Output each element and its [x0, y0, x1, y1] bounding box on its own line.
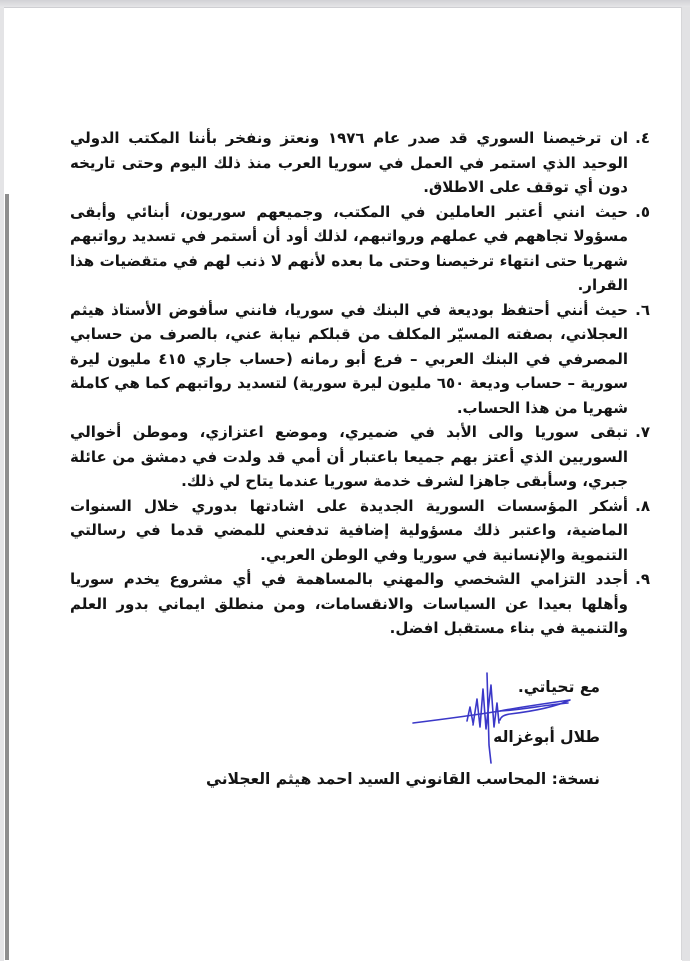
page-edge — [681, 7, 690, 960]
cc-line: نسخة: المحاسب القانوني السيد احمد هيثم العجلاني — [206, 770, 600, 788]
item-number: ٥. — [635, 202, 650, 221]
item-text: حيث انني أعتبر العاملين في المكتب، وجميعهم سوريون، أبنائي وأبقى مسؤولا تجاههم في عملهم ورواتبهم، لذلك أود أن أستمر في تسديد رواتبهم شهريا حتى انتهاء ترخيصنا وحتى ما بعده لأنهم لا ذنب لهم في متقضيات هذا القرار. — [70, 202, 628, 294]
letter-body — [70, 126, 650, 641]
list-item — [70, 298, 650, 421]
item-text: ان ترخيصنا السوري قد صدر عام ١٩٧٦ ونعتز ونفخر بأننا المكتب الدولي الوحيد الذي استمر في العمل في سوريا العرب منذ ذلك اليوم وحتى تاريخه دون أي توقف على الاطلاق. — [70, 129, 628, 196]
list-item — [70, 494, 650, 568]
item-text: حيث أنني أحتفظ بوديعة في البنك في سوريا، فانني سأفوض الأستاذ هيثم العجلاني، بصفته المسيّر المكلف من قبلكم نيابة عني، بالصرف من حسابي المصرفي في البنك العربي – فرع أبو رمانه (حساب جاري ٤١٥ مليون ليرة سورية – حساب وديعة ٦٥٠ مليون ليرة سورية) لتسديد رواتبهم كما هي كاملة شهريا من هذا الحساب. — [70, 300, 628, 417]
list-item — [70, 200, 650, 298]
item-number: ٨. — [635, 496, 650, 515]
scrollbar[interactable] — [5, 194, 9, 960]
item-number: ٩. — [635, 570, 650, 588]
item-number: ٤. — [635, 129, 650, 147]
item-text: أشكر المؤسسات السورية الجديدة على اشادتها بدوري خلال السنوات الماضية، واعتبر ذلك مسؤولية إضافية تدفعني للمضي قدما في رسالتي التنموية والإنسانية في سوريا وفي الوطن العربي. — [70, 496, 628, 564]
item-text: أجدد التزامي الشخصي والمهني بالمساهمة في أي مشروع يخدم سوريا وأهلها بعيدا عن السياسات والانقسامات، ومن منطلق ايماني بدور العلم والتنمية في بناء مستقبل افضل. — [70, 570, 628, 637]
list-item — [70, 126, 650, 200]
item-text: تبقى سوريا والى الأبد في ضميري، وموضع اعتزازي، وموطن أخوالي السوريين الذي أعتز بهم جميعا باعتبار أن أمي قد ولدت في دمشق من عائلة جبري، وسأبقى جاهزا لشرف خدمة سوريا عندما يتاح لي ذلك. — [70, 423, 628, 490]
item-number: ٦. — [635, 300, 650, 319]
signer-name: طلال أبوغزاله — [493, 728, 600, 746]
item-number: ٧. — [635, 423, 650, 441]
list-item — [70, 567, 650, 641]
list-item — [70, 420, 650, 494]
signature-icon — [405, 665, 575, 765]
closing-salutation: مع تحياتي. — [517, 678, 600, 696]
